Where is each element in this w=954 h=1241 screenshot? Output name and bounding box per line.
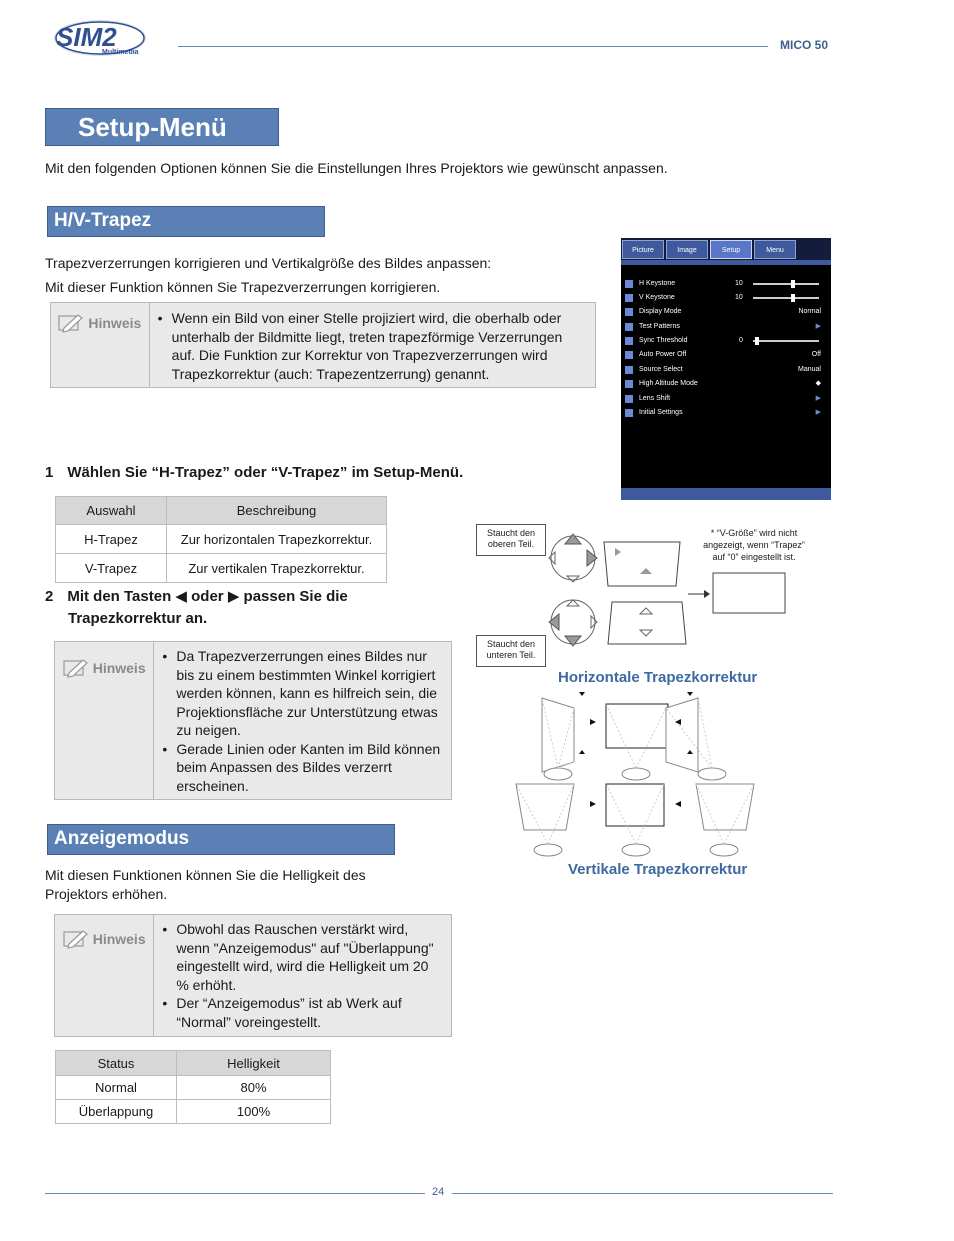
hv-selection-table: Auswahl Beschreibung H-Trapez Zur horizontalen Trapezkorrektur. V-Trapez Zur vertikalen Trapezkorrektur. bbox=[55, 496, 387, 583]
osd-row-test-patterns: Test Patterns ▶ bbox=[625, 320, 825, 334]
caption-vertical-keystone: Vertikale Trapezkorrektur bbox=[568, 861, 748, 878]
hinweis-item: • Obwohl das Rauschen verstärkt wird, wenn "Anzeigemodus" auf "Überlappung" eingestellt wird, wird die Helligkeit um 20 % erhöht. bbox=[162, 920, 443, 994]
test-patterns-icon bbox=[625, 323, 633, 331]
keystone-adjust-diagram bbox=[538, 528, 798, 648]
hinweis-box-2 bbox=[54, 641, 452, 800]
hinweis-item: • Der “Anzeigemodus” ist ab Werk auf “Normal” voreingestellt. bbox=[162, 994, 443, 1031]
sim2-logo bbox=[52, 16, 152, 58]
osd-row-display-mode: Display Mode Normal bbox=[625, 305, 825, 319]
keystone-icon bbox=[625, 294, 633, 302]
pencil-icon bbox=[63, 658, 89, 678]
hinweis-content bbox=[150, 303, 595, 387]
hinweis-label: Hinweis bbox=[92, 660, 146, 676]
footer-rule-left bbox=[45, 1193, 425, 1194]
sync-icon bbox=[625, 337, 633, 345]
hv-paragraph-2: Mit dieser Funktion können Sie Trapezverzerrungen korrigieren. bbox=[45, 279, 441, 295]
hinweis-item: • Da Trapezverzerrungen eines Bildes nur bis zu einem bestimmten Winkel korrigiert werden können, kann es hilfreich sein, die Projektionsfläche zur Unterstützung etwas zu neigen. bbox=[162, 647, 443, 740]
hv-paragraph-1: Trapezverzerrungen korrigieren und Vertikalgröße des Bildes anpassen: bbox=[45, 255, 492, 271]
step-2: 2 Mit den Tasten ◀ oder ▶ passen Sie die Trapezkorrektur an. bbox=[45, 588, 348, 627]
footer-rule-right bbox=[452, 1193, 833, 1194]
altitude-icon bbox=[625, 380, 633, 388]
section-title-hv-trapez: H/V-Trapez bbox=[47, 206, 325, 237]
page-title: Setup-Menü bbox=[45, 108, 279, 146]
hinweis-label-cell bbox=[55, 915, 154, 1036]
arrow-left-icon: ◀ bbox=[175, 588, 187, 605]
svg-text:Multimedia: Multimedia bbox=[102, 49, 139, 56]
hinweis-content bbox=[154, 642, 451, 799]
label-compress-top: Staucht den oberen Teil. bbox=[476, 524, 546, 556]
hinweis-label-cell bbox=[51, 303, 150, 387]
hinweis-label: Hinweis bbox=[92, 931, 146, 947]
osd-tab-menu: Menu bbox=[754, 240, 796, 259]
hinweis-item: • Wenn ein Bild von einer Stelle projiziert wird, die oberhalb oder unterhalb der Bildmitte liegt, treten trapezförmige Verzerrungen auf. Die Funktion zur Korrektur von Trapezverzerrungen wird Trapezkorrektur (auch: Trapezentzerrung) genannt. bbox=[158, 309, 587, 383]
hinweis-label: Hinweis bbox=[88, 315, 142, 331]
osd-row-sync-threshold: Sync Threshold 0 bbox=[625, 334, 825, 348]
osd-tab-image: Image bbox=[666, 240, 708, 259]
source-icon bbox=[625, 366, 633, 374]
header-rule bbox=[178, 46, 768, 47]
osd-row-initial-settings: Initial Settings ▶ bbox=[625, 406, 825, 420]
settings-icon bbox=[625, 409, 633, 417]
step-1: 1 Wählen Sie “H-Trapez” oder “V-Trapez” im Setup-Menü. bbox=[45, 464, 464, 481]
keystone-projection-diagram bbox=[510, 692, 770, 862]
osd-row-v-keystone: V Keystone 10 bbox=[625, 291, 825, 305]
v-size-note: * “V-Größe” wird nicht angezeigt, wenn “Trapez” auf “0” eingestellt ist. bbox=[703, 528, 805, 562]
model-name: MICO 50 bbox=[780, 38, 829, 52]
keystone-icon bbox=[625, 280, 633, 288]
svg-text:SIM2: SIM2 bbox=[56, 22, 117, 52]
display-mode-icon bbox=[625, 308, 633, 316]
arrow-right-icon: ▶ bbox=[227, 588, 240, 605]
osd-tab-picture: Picture bbox=[622, 240, 664, 259]
osd-row-auto-power-off: Auto Power Off Off bbox=[625, 348, 825, 362]
section-title-anzeigemodus: Anzeigemodus bbox=[47, 824, 395, 855]
caption-horizontal-keystone: Horizontale Trapezkorrektur bbox=[558, 669, 758, 686]
osd-row-high-altitude: High Altitude Mode ◆ bbox=[625, 377, 825, 391]
osd-row-h-keystone: H Keystone 10 bbox=[625, 277, 825, 291]
hinweis-box-1 bbox=[50, 302, 596, 388]
hinweis-box-3 bbox=[54, 914, 452, 1037]
mode-paragraph: Mit diesen Funktionen können Sie die Helligkeit des Projektors erhöhen. bbox=[45, 867, 366, 902]
hinweis-content bbox=[154, 915, 451, 1036]
intro-text: Mit den folgenden Optionen können Sie die Einstellungen Ihres Projektors wie gewünscht anpassen. bbox=[45, 160, 668, 176]
osd-tab-setup: Setup bbox=[710, 240, 752, 259]
osd-row-source-select: Source Select Manual bbox=[625, 363, 825, 377]
hinweis-label-cell bbox=[55, 642, 154, 799]
osd-row-lens-shift: Lens Shift ▶ bbox=[625, 392, 825, 406]
lens-shift-icon bbox=[625, 395, 633, 403]
label-compress-bottom: Staucht den unteren Teil. bbox=[476, 635, 546, 667]
page-number: 24 bbox=[432, 1186, 445, 1198]
pencil-icon bbox=[63, 929, 89, 949]
brightness-table: Status Helligkeit Normal 80% Überlappung 100% bbox=[55, 1050, 331, 1124]
power-icon bbox=[625, 351, 633, 359]
hinweis-item: • Gerade Linien oder Kanten im Bild können beim Anpassen des Bildes verzerrt erscheinen. bbox=[162, 740, 443, 796]
pencil-icon bbox=[58, 313, 84, 333]
osd-setup-menu-screenshot bbox=[621, 238, 831, 500]
